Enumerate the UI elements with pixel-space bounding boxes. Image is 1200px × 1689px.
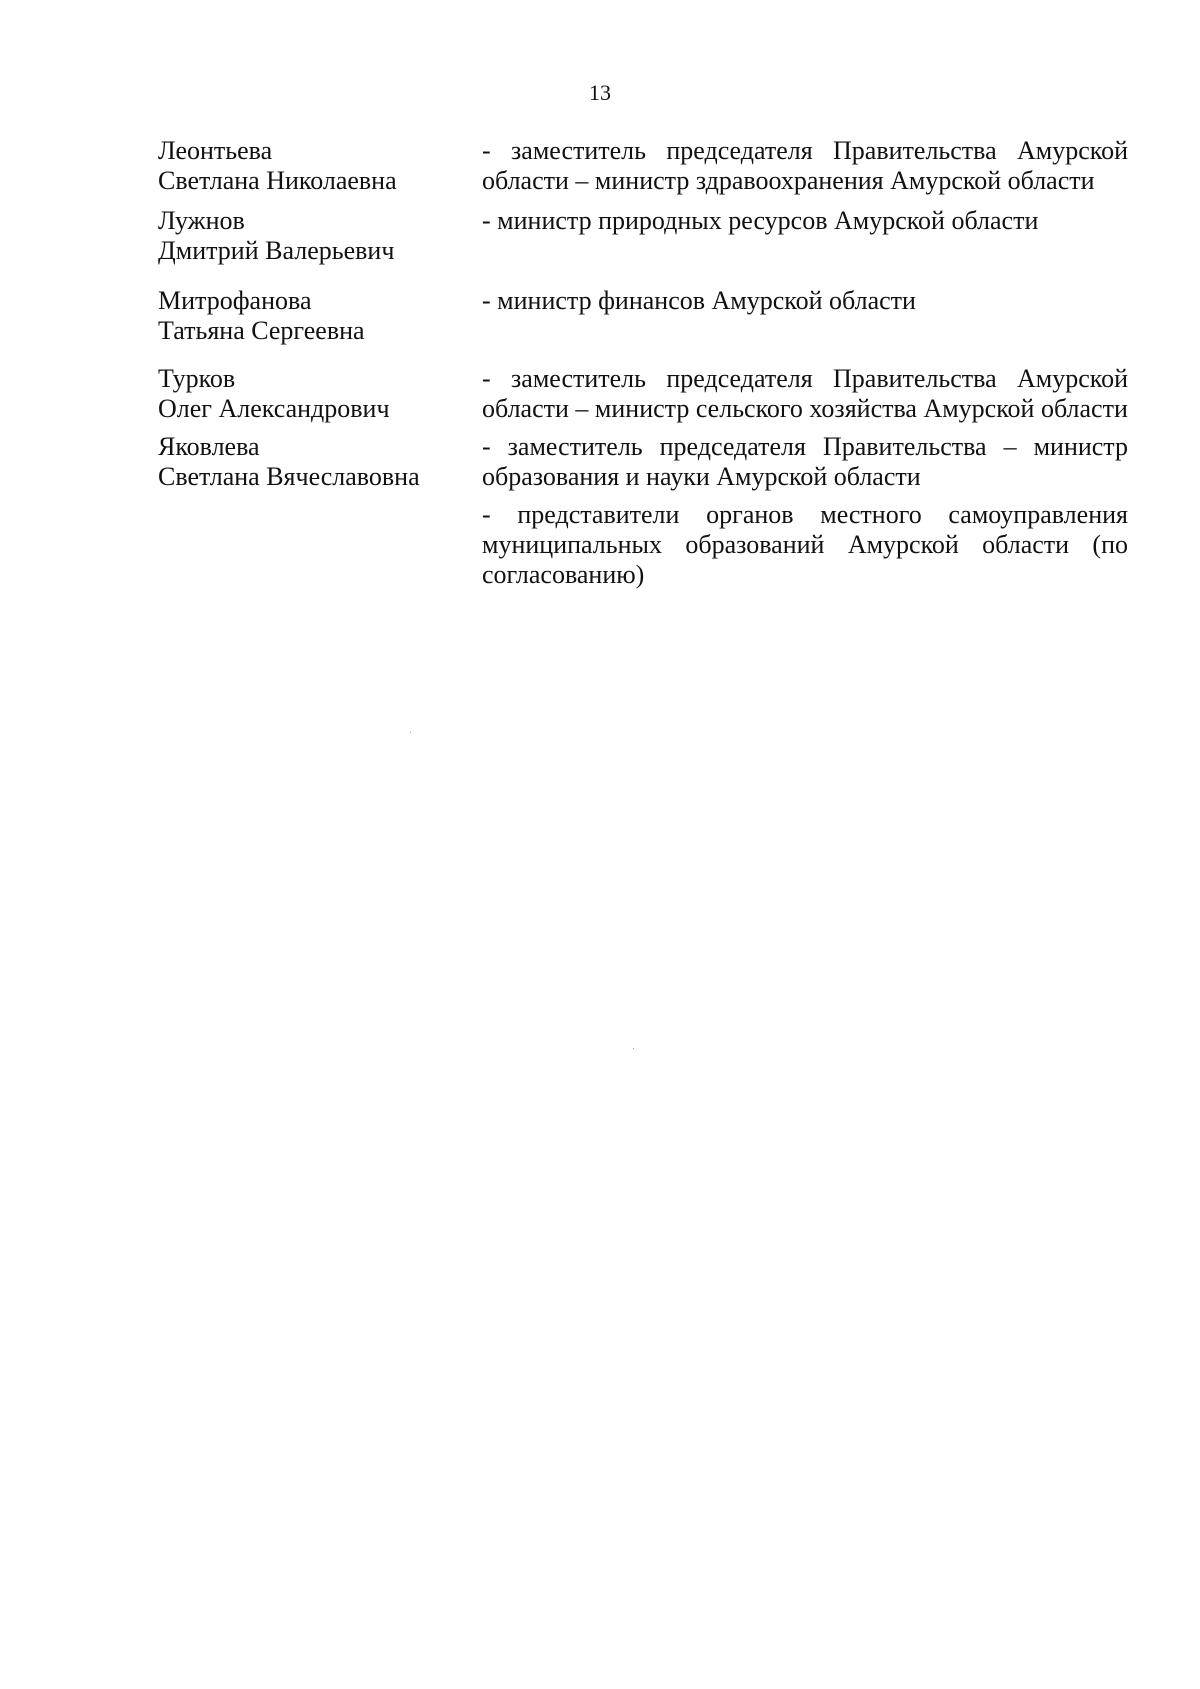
- member-surname: Турков: [158, 364, 236, 393]
- member-role: - представители органов местного самоуправления муниципальных образований Амурской области (по согласованию): [482, 500, 1128, 589]
- scan-speck: [633, 1048, 634, 1049]
- list-item: [158, 286, 1128, 346]
- member-given-names: Светлана Вячеславовна: [158, 462, 420, 491]
- list-item: [158, 364, 1128, 424]
- member-name: [158, 364, 482, 424]
- member-given-names: Светлана Николаевна: [158, 166, 397, 195]
- list-item: [158, 432, 1128, 492]
- scan-speck: [410, 732, 411, 733]
- member-name: [158, 206, 482, 266]
- member-name: [158, 136, 482, 196]
- member-surname: Яковлева: [158, 432, 260, 461]
- members-list: [158, 136, 1128, 590]
- member-given-names: Татьяна Сергеевна: [158, 316, 365, 345]
- list-item: [158, 136, 1128, 196]
- member-role: - заместитель председателя Правительства Амурской области – министр сельского хозяйства Амурской области: [482, 364, 1128, 423]
- member-given-names: Олег Александрович: [158, 394, 390, 423]
- member-surname: Леонтьева: [158, 136, 273, 165]
- member-name: [158, 432, 482, 492]
- member-role: - министр природных ресурсов Амурской области: [482, 206, 1039, 235]
- page-number: 13: [589, 80, 611, 105]
- member-name: [158, 286, 482, 346]
- member-role: - заместитель председателя Правительства – министр образования и науки Амурской области: [482, 432, 1128, 491]
- list-item: [158, 206, 1128, 266]
- member-given-names: Дмитрий Валерьевич: [158, 236, 395, 265]
- member-surname: Митрофанова: [158, 286, 312, 315]
- member-role: - министр финансов Амурской области: [482, 286, 916, 315]
- list-item: [158, 500, 1128, 590]
- member-role: - заместитель председателя Правительства Амурской области – министр здравоохранения Амурской области: [482, 136, 1128, 195]
- member-surname: Лужнов: [158, 206, 245, 235]
